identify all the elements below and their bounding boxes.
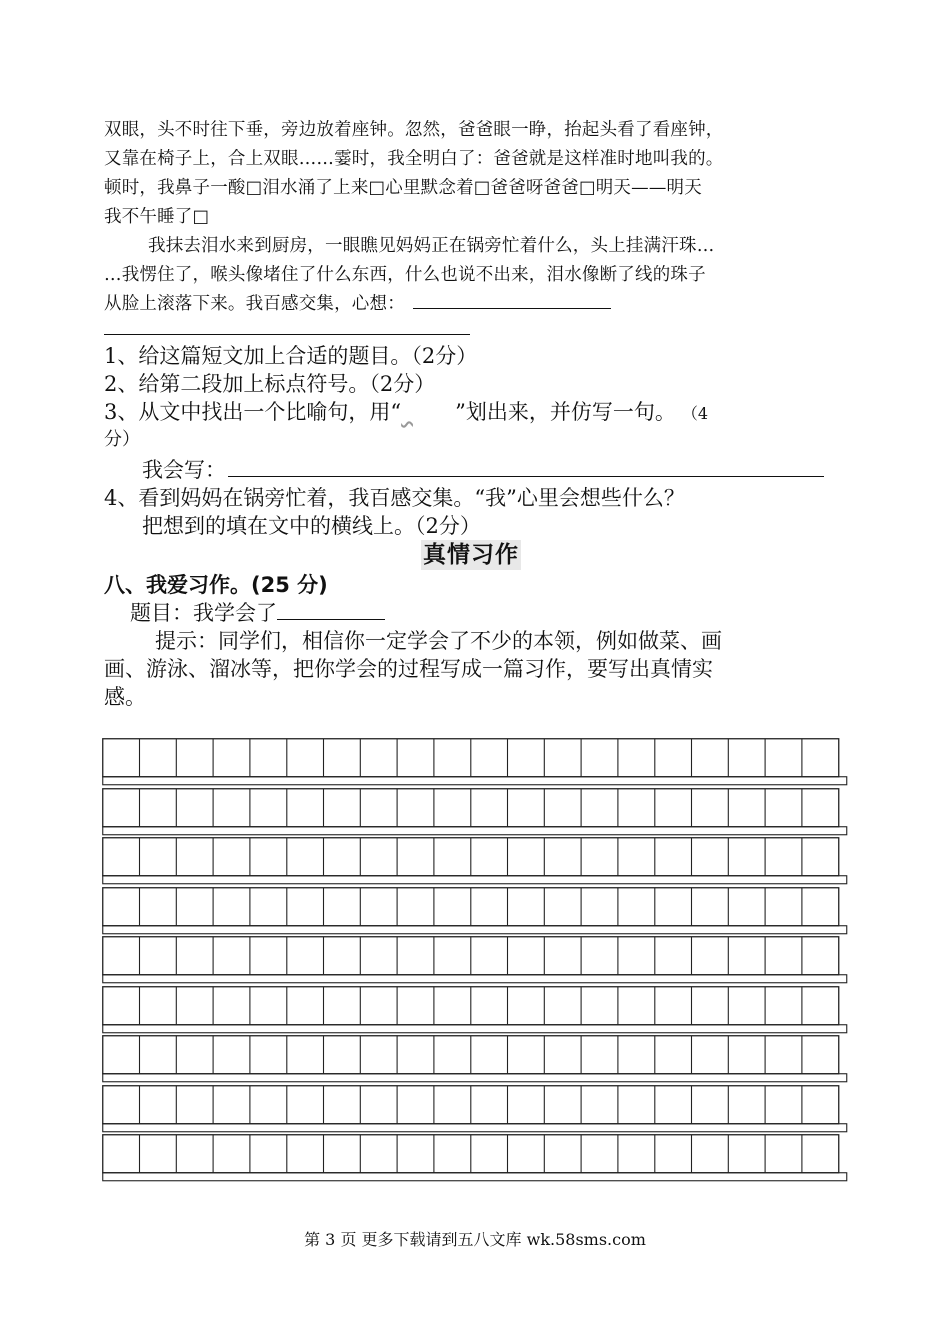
passage-line: 又靠在椅子上，合上双眼……霎时，我全明白了：爸爸就是这样准时地叫我的。 [104,149,724,169]
passage-line: 顿时，我鼻子一酸□泪水涌了上来□心里默念着□爸爸呀爸爸□明天——明天 [104,178,702,198]
page-footer: 第 3 页 更多下载请到五八文库 wk.58sms.com [304,1230,646,1249]
question-2: 2、给第二段加上标点符号。（2分） [104,372,436,396]
question-1: 1、给这篇短文加上合适的题目。（2分） [104,344,478,368]
grid-row-spacer [103,777,847,785]
grid-row-svg [102,936,848,984]
section-heading: 八、我爱习作。(25 分) [104,573,328,597]
grid-row[interactable] [102,738,848,786]
grid-row[interactable] [102,887,848,935]
grid-row-spacer [103,925,847,933]
grid-row[interactable] [102,986,848,1034]
grid-row-svg [102,986,848,1034]
composition-hint: 提示：同学们，相信你一定学会了不少的本领，例如做菜、画 [155,629,722,653]
grid-row-spacer [103,1123,847,1131]
question-4-cont: 把想到的填在文中的横线上。（2分） [142,514,481,538]
question-3-score: （4 [689,404,709,423]
answer-blank-line[interactable] [104,334,470,335]
grid-row-svg [102,887,848,935]
grid-row[interactable] [102,936,848,984]
composition-heading: 真情习作 [423,542,519,568]
passage-line: …我愣住了，喉头像堵住了什么东西，什么也说不出来，泪水像断了线的珠子 [104,265,706,285]
passage-line: 双眼，头不时往下垂，旁边放着座钟。忽然，爸爸眼一睁，抬起头看了看座钟， [104,120,724,140]
question-4: 4、看到妈妈在锅旁忙着，我百感交集。“我”心里会想些什么？ [104,486,685,510]
grid-row[interactable] [102,837,848,885]
passage-line: 我抹去泪水来到厨房，一眼瞧见妈妈正在锅旁忙着什么，头上挂满汗珠… [148,236,715,256]
question-3-score-cont: 分） [104,429,140,450]
wavy-underline-sample [401,398,455,416]
question-3-text-end: ”划出来，并仿写一句。 [455,400,676,424]
passage-line: 我不午睡了□ [104,207,210,227]
question-3-answer [142,456,824,484]
grid-row-svg [102,738,848,786]
grid-row-spacer [103,1173,847,1181]
topic-blank[interactable] [277,601,385,620]
composition-hint: 感。 [104,685,146,709]
grid-row-svg [102,837,848,885]
passage-line [104,290,611,319]
grid-row-spacer [103,1074,847,1082]
answer-blank[interactable] [228,458,824,477]
grid-row-spacer [103,1024,847,1032]
grid-row-svg [102,1035,848,1083]
topic-label: 题目：我学会了 [130,601,277,625]
answer-blank[interactable] [413,290,611,309]
grid-row[interactable] [102,1035,848,1083]
passage-text: 从脸上滚落下来。我百感交集，心想： [104,294,405,314]
grid-row-spacer [103,975,847,983]
grid-row-spacer [103,876,847,884]
question-3-text: 3、从文中找出一个比喻句，用“ [104,400,402,424]
grid-row-svg [102,1085,848,1133]
grid-row-svg [102,1134,848,1182]
grid-row[interactable] [102,788,848,836]
grid-row[interactable] [102,1085,848,1133]
question-3 [104,398,708,428]
grid-row[interactable] [102,1134,848,1182]
composition-hint: 画、游泳、溜冰等，把你学会的过程写成一篇习作，要写出真情实 [104,657,713,681]
grid-row-spacer [103,826,847,834]
composition-topic [130,599,385,627]
answer-label: 我会写： [142,458,226,482]
grid-row-svg [102,788,848,836]
